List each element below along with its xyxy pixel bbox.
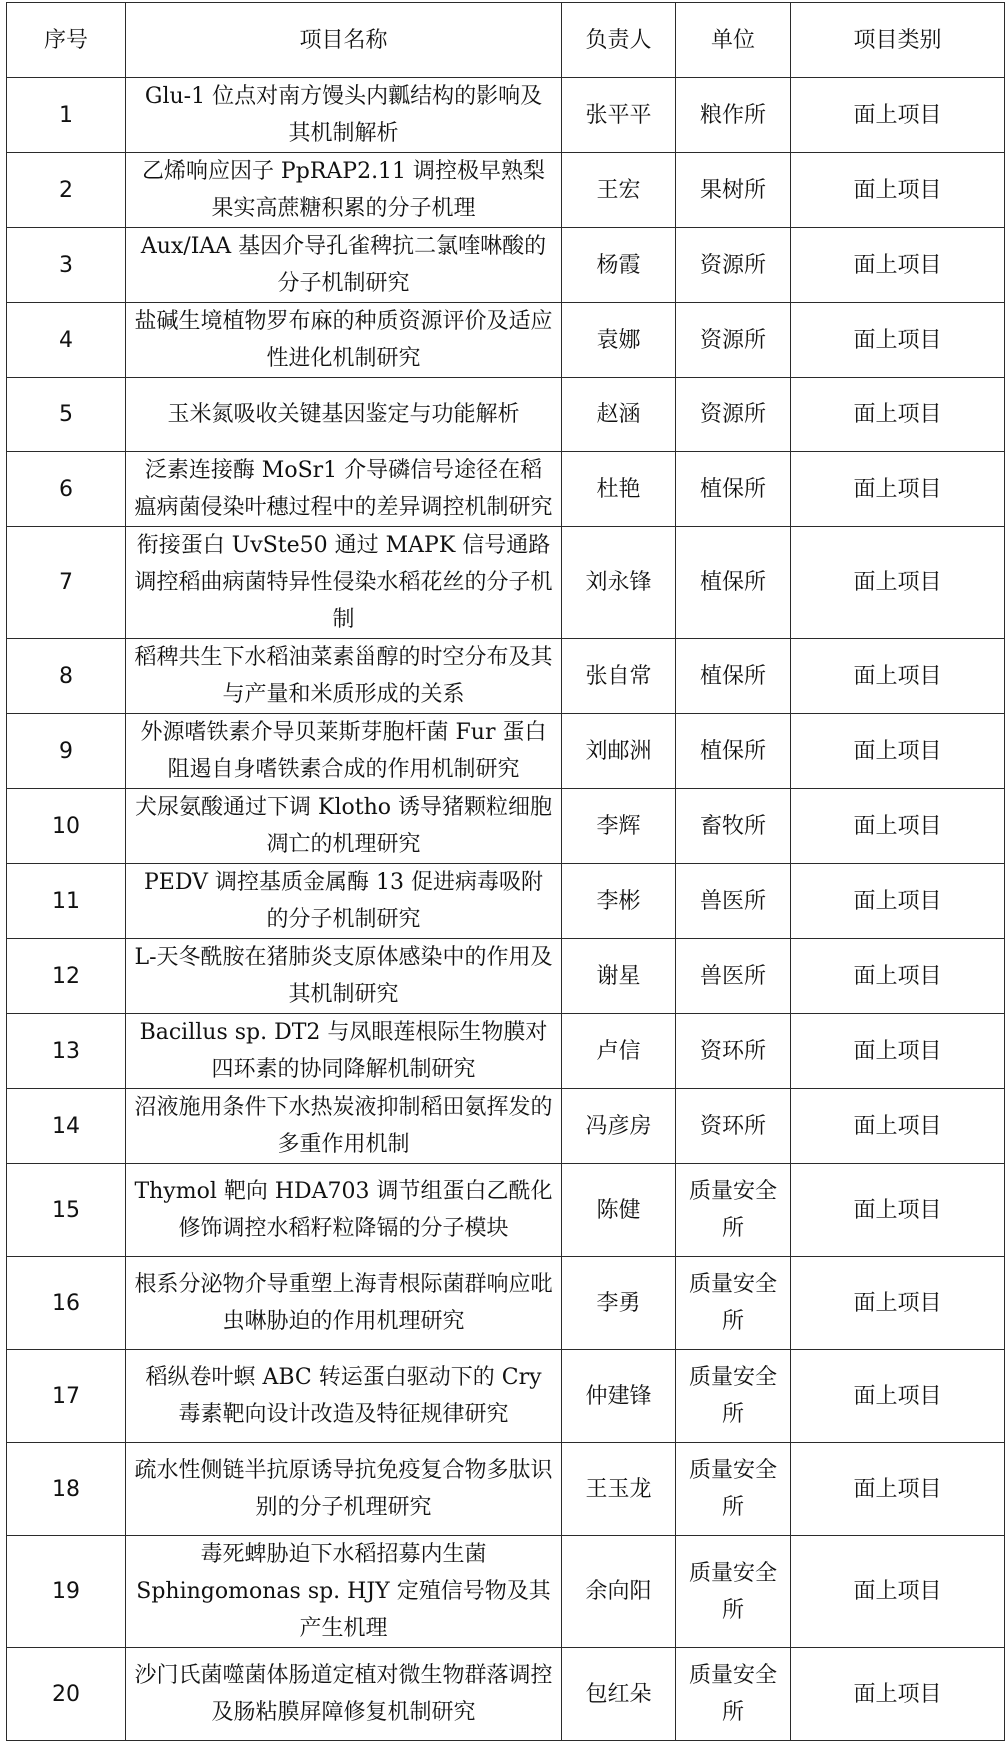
cell-category: 面上项目 [791,714,1005,789]
cell-project-name: 犬尿氨酸通过下调 Klotho 诱导猪颗粒细胞凋亡的机理研究 [126,789,562,864]
cell-leader: 冯彦房 [562,1089,676,1164]
table-row [7,639,1005,714]
table-row [7,153,1005,228]
cell-category: 面上项目 [791,1014,1005,1089]
table-row [7,1257,1005,1350]
cell-project-name: 玉米氮吸收关键基因鉴定与功能解析 [126,378,562,452]
cell-project-name: 稻稗共生下水稻油菜素甾醇的时空分布及其与产量和米质形成的关系 [126,639,562,714]
cell-leader: 李彬 [562,864,676,939]
cell-leader: 包红朵 [562,1648,676,1741]
table-header [7,3,1005,78]
table-row [7,789,1005,864]
cell-leader: 张平平 [562,78,676,153]
table-row [7,1089,1005,1164]
table-row [7,864,1005,939]
cell-unit: 质量安全所 [676,1536,791,1648]
cell-category: 面上项目 [791,452,1005,527]
cell-category: 面上项目 [791,527,1005,639]
cell-category: 面上项目 [791,864,1005,939]
cell-unit: 质量安全所 [676,1164,791,1257]
cell-no: 7 [7,527,126,639]
cell-project-name: Bacillus sp. DT2 与凤眼莲根际生物膜对四环素的协同降解机制研究 [126,1014,562,1089]
cell-no: 14 [7,1089,126,1164]
cell-project-name: 乙烯响应因子 PpRAP2.11 调控极早熟梨果实高蔗糖积累的分子机理 [126,153,562,228]
cell-category: 面上项目 [791,1350,1005,1443]
cell-unit: 植保所 [676,452,791,527]
header-row [7,3,1005,78]
cell-project-name: 稻纵卷叶螟 ABC 转运蛋白驱动下的 Cry 毒素靶向设计改造及特征规律研究 [126,1350,562,1443]
cell-no: 4 [7,303,126,378]
project-table [6,2,1005,1741]
cell-unit: 果树所 [676,153,791,228]
table-row [7,1014,1005,1089]
table-row [7,1443,1005,1536]
cell-category: 面上项目 [791,1089,1005,1164]
table-row [7,452,1005,527]
cell-no: 11 [7,864,126,939]
cell-unit: 资源所 [676,228,791,303]
cell-no: 1 [7,78,126,153]
cell-leader: 李勇 [562,1257,676,1350]
cell-unit: 粮作所 [676,78,791,153]
cell-category: 面上项目 [791,1536,1005,1648]
cell-leader: 王玉龙 [562,1443,676,1536]
cell-category: 面上项目 [791,939,1005,1014]
table-body [7,78,1005,1741]
cell-project-name: 盐碱生境植物罗布麻的种质资源评价及适应性进化机制研究 [126,303,562,378]
cell-project-name: PEDV 调控基质金属酶 13 促进病毒吸附的分子机制研究 [126,864,562,939]
cell-unit: 资源所 [676,303,791,378]
table-row [7,378,1005,452]
cell-no: 8 [7,639,126,714]
cell-category: 面上项目 [791,78,1005,153]
cell-no: 3 [7,228,126,303]
table-row [7,1350,1005,1443]
table-row [7,1164,1005,1257]
cell-no: 5 [7,378,126,452]
cell-project-name: L-天冬酰胺在猪肺炎支原体感染中的作用及其机制研究 [126,939,562,1014]
cell-project-name: 泛素连接酶 MoSr1 介导磷信号途径在稻瘟病菌侵染叶穗过程中的差异调控机制研究 [126,452,562,527]
table-row [7,303,1005,378]
cell-no: 9 [7,714,126,789]
cell-category: 面上项目 [791,153,1005,228]
cell-category: 面上项目 [791,1648,1005,1741]
cell-project-name: 根系分泌物介导重塑上海青根际菌群响应吡虫啉胁迫的作用机理研究 [126,1257,562,1350]
table-row [7,527,1005,639]
cell-project-name: 衔接蛋白 UvSte50 通过 MAPK 信号通路调控稻曲病菌特异性侵染水稻花丝的分子机制 [126,527,562,639]
cell-project-name: 毒死蜱胁迫下水稻招募内生菌 Sphingomonas sp. HJY 定殖信号物及其产生机理 [126,1536,562,1648]
cell-leader: 王宏 [562,153,676,228]
cell-project-name: 外源嗜铁素介导贝莱斯芽胞杆菌 Fur 蛋白阻遏自身嗜铁素合成的作用机制研究 [126,714,562,789]
cell-no: 6 [7,452,126,527]
cell-category: 面上项目 [791,378,1005,452]
cell-unit: 兽医所 [676,864,791,939]
cell-category: 面上项目 [791,789,1005,864]
cell-leader: 杨霞 [562,228,676,303]
cell-no: 17 [7,1350,126,1443]
cell-project-name: 沙门氏菌噬菌体肠道定植对微生物群落调控及肠粘膜屏障修复机制研究 [126,1648,562,1741]
cell-no: 10 [7,789,126,864]
table-row [7,228,1005,303]
cell-no: 16 [7,1257,126,1350]
cell-category: 面上项目 [791,639,1005,714]
table-row [7,1648,1005,1741]
cell-leader: 杜艳 [562,452,676,527]
table-row [7,714,1005,789]
cell-no: 20 [7,1648,126,1741]
cell-leader: 陈健 [562,1164,676,1257]
cell-unit: 资环所 [676,1014,791,1089]
cell-leader: 刘邮洲 [562,714,676,789]
cell-unit: 质量安全所 [676,1350,791,1443]
cell-leader: 刘永锋 [562,527,676,639]
cell-project-name: Aux/IAA 基因介导孔雀稗抗二氯喹啉酸的分子机制研究 [126,228,562,303]
cell-no: 12 [7,939,126,1014]
cell-unit: 植保所 [676,527,791,639]
cell-category: 面上项目 [791,303,1005,378]
cell-no: 2 [7,153,126,228]
cell-leader: 张自常 [562,639,676,714]
table-row [7,78,1005,153]
cell-leader: 仲建锋 [562,1350,676,1443]
cell-unit: 质量安全所 [676,1443,791,1536]
cell-no: 19 [7,1536,126,1648]
cell-leader: 李辉 [562,789,676,864]
cell-no: 13 [7,1014,126,1089]
header-leader: 负责人 [562,3,676,78]
table-row [7,939,1005,1014]
cell-leader: 余向阳 [562,1536,676,1648]
cell-unit: 兽医所 [676,939,791,1014]
cell-leader: 袁娜 [562,303,676,378]
cell-unit: 植保所 [676,639,791,714]
cell-leader: 谢星 [562,939,676,1014]
header-name: 项目名称 [126,3,562,78]
cell-project-name: Thymol 靶向 HDA703 调节组蛋白乙酰化修饰调控水稻籽粒降镉的分子模块 [126,1164,562,1257]
header-category: 项目类别 [791,3,1005,78]
header-no: 序号 [7,3,126,78]
cell-project-name: Glu-1 位点对南方馒头内瓤结构的影响及其机制解析 [126,78,562,153]
cell-project-name: 沼液施用条件下水热炭液抑制稻田氨挥发的多重作用机制 [126,1089,562,1164]
cell-unit: 质量安全所 [676,1257,791,1350]
cell-category: 面上项目 [791,1164,1005,1257]
cell-leader: 赵涵 [562,378,676,452]
cell-no: 18 [7,1443,126,1536]
cell-no: 15 [7,1164,126,1257]
cell-category: 面上项目 [791,1257,1005,1350]
cell-unit: 资源所 [676,378,791,452]
table-row [7,1536,1005,1648]
cell-unit: 畜牧所 [676,789,791,864]
cell-unit: 资环所 [676,1089,791,1164]
cell-project-name: 疏水性侧链半抗原诱导抗免疫复合物多肽识别的分子机理研究 [126,1443,562,1536]
cell-unit: 植保所 [676,714,791,789]
header-unit: 单位 [676,3,791,78]
cell-unit: 质量安全所 [676,1648,791,1741]
cell-category: 面上项目 [791,228,1005,303]
cell-leader: 卢信 [562,1014,676,1089]
cell-category: 面上项目 [791,1443,1005,1536]
